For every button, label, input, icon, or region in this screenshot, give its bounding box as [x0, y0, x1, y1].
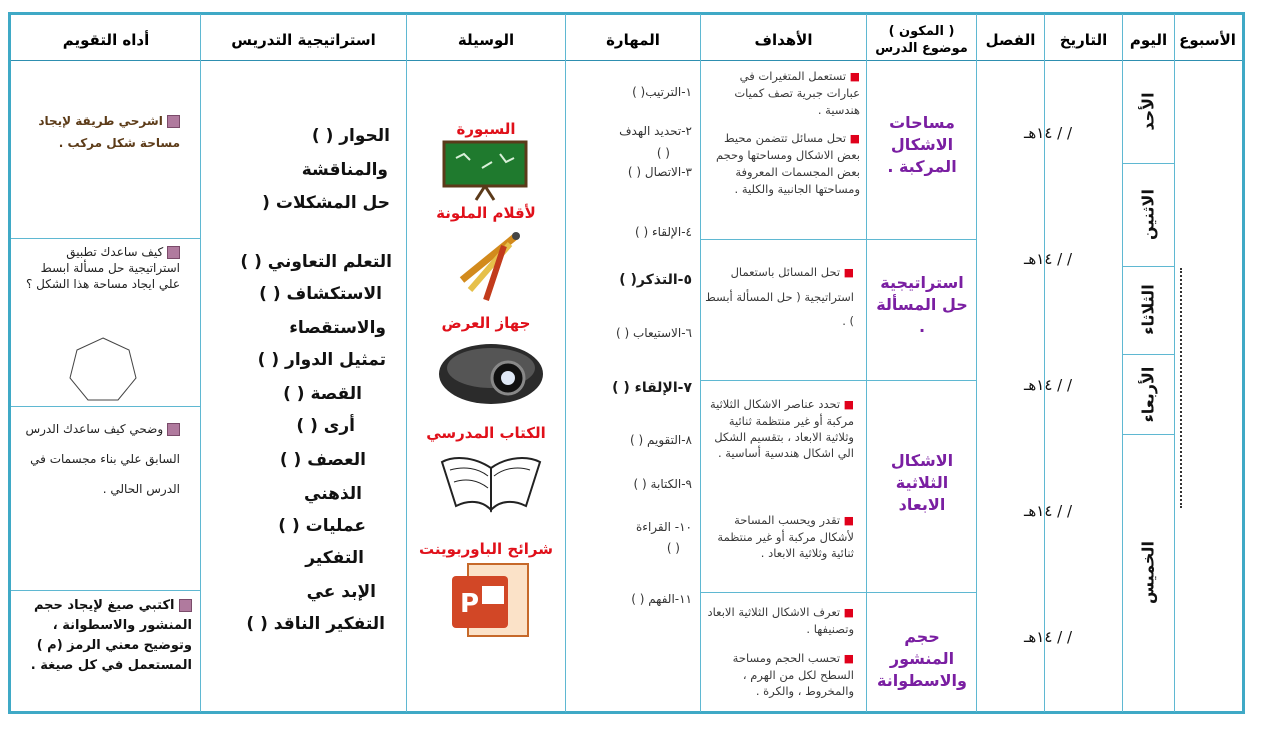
evaluation-4: اكتبي صيغ لإيجاد حجم المنشور والاسطوانة ، وتوضيح معني الرمز (م ) المستعمل في كل صيغة . — [30, 598, 192, 673]
col-divider — [1122, 14, 1123, 712]
col-divider — [565, 14, 566, 712]
header-day: اليوم — [1129, 30, 1168, 49]
strategy-8b: الذهني — [304, 484, 362, 504]
row-divider — [1122, 266, 1174, 267]
col-divider — [1174, 14, 1175, 712]
strategy-5: تمثيل الدوار ( ) — [257, 350, 386, 370]
date-1: / / ١٤هـ — [1023, 124, 1073, 142]
strategy-2: حل المشكلات ( — [262, 193, 390, 213]
media-board-label: السبورة — [456, 120, 516, 138]
skill-1: ١-الترتيب( ) — [632, 85, 692, 99]
col-divider — [406, 14, 407, 712]
row-divider — [700, 380, 976, 381]
day-wednesday: الأربعاء — [1138, 366, 1158, 423]
strategy-7: أرى ( ) — [296, 416, 355, 436]
row-divider — [11, 406, 200, 407]
skill-6: ٦-الاستيعاب ( ) — [616, 326, 692, 340]
topic-1: مساحات الاشكال المركبة . — [887, 113, 957, 176]
bullet-icon — [167, 423, 180, 436]
evaluation-2: كيف ساعدك تطبيق استراتيجية حل مسألة ابسط علي ايجاد مساحة هذا الشكل ؟ — [25, 245, 180, 291]
header-evaluation: أداه التقويم — [62, 30, 150, 49]
header-strategy: استراتيجية التدريس — [231, 30, 376, 49]
svg-text:P: P — [460, 589, 480, 619]
media-projector-label: جهاز العرض — [441, 314, 531, 332]
skill-7: ٧-الإلقاء ( ) — [612, 380, 692, 396]
header-class: الفصل — [985, 30, 1036, 49]
day-monday: الاثنين — [1138, 189, 1158, 240]
day-tuesday: الثلاثاء — [1138, 284, 1158, 335]
row-divider — [11, 590, 200, 591]
date-2: / / ١٤هـ — [1023, 250, 1073, 268]
topic-4: حجم المنشور والاسطوانة — [877, 627, 967, 690]
skill-8: ٨-التقويم ( ) — [630, 433, 692, 447]
lesson-plan-table — [8, 12, 1245, 714]
objective-2: ■ تحل مسائل تتضمن محيط بعض الاشكال ومساحتها وحجم بعض المجسمات المعروفة ومساحتها الجانبية والكلية . — [715, 131, 860, 196]
header-date: التاريخ — [1059, 30, 1108, 49]
skill-10: ١٠- القراءة — [636, 520, 692, 534]
day-thursday: الخميس — [1138, 541, 1158, 604]
textbook-icon — [438, 448, 544, 518]
row-divider — [11, 238, 200, 239]
header-week: الأسبوع — [1179, 30, 1236, 49]
day-sunday: الأحد — [1138, 92, 1158, 131]
col-divider — [976, 14, 977, 712]
objective-5: ■ تقدر ويحسب المساحة لأشكال مركبة أو غير منتظمة ثنائية وثلاثية الابعاد . — [717, 513, 854, 560]
strategy-9: عمليات ( ) — [278, 516, 366, 536]
media-book-label: الكتاب المدرسي — [426, 424, 546, 442]
topic-3: الاشكال الثلاثية الابعاد — [890, 451, 954, 514]
row-divider — [700, 592, 976, 593]
strategy-1: الحوار ( ) — [311, 126, 390, 146]
bullet-icon — [167, 115, 180, 128]
objective-1: ■ تستعمل المتغيرات في عبارات جبرية تصف كميات هندسية . — [734, 69, 860, 117]
colored-pens-icon — [450, 226, 530, 306]
strategy-1b: والمناقشة — [301, 160, 388, 180]
col-divider — [700, 14, 701, 712]
header-skill: المهارة — [606, 30, 660, 49]
header-media: الوسيلة — [457, 30, 515, 49]
skill-3: ٣-الاتصال ( ) — [627, 165, 692, 179]
skill-2b: ( ) — [656, 146, 670, 160]
strategy-4b: والاستقصاء — [289, 318, 386, 338]
skill-4: ٤-الإلقاء ( ) — [635, 225, 692, 239]
media-slides-label: شرائح الباوربوينت — [418, 540, 554, 558]
strategy-10: الإبد عي — [306, 582, 376, 602]
powerpoint-icon — [448, 562, 532, 642]
date-5: / / ١٤هـ — [1023, 628, 1073, 646]
evaluation-1: اشرحي طريقة لإيجاد مساحة شكل مركب . — [38, 114, 180, 150]
skill-10b: ( ) — [666, 541, 680, 555]
media-pens-label: لأقلام الملونة — [436, 204, 536, 222]
chalkboard-icon — [442, 140, 528, 202]
date-3: / / ١٤هـ — [1023, 376, 1073, 394]
skill-11: ١١-الفهم ( ) — [631, 592, 692, 606]
strategy-6: القصة ( ) — [283, 384, 362, 404]
week-value — [1180, 268, 1192, 508]
bullet-icon — [167, 246, 180, 259]
skill-2: ٢-تحديد الهدف — [619, 124, 692, 138]
bullet-icon — [179, 599, 192, 612]
evaluation-3: وضحي كيف ساعدك الدرس السابق علي بناء مجسمات في الدرس الحالي . — [25, 422, 180, 496]
strategy-11: التفكير الناقد ( ) — [246, 614, 385, 634]
skill-5: ٥-التذكر( ) — [619, 272, 692, 288]
objective-6: ■ تعرف الاشكال الثلاثية الابعاد وتصنيفها . — [707, 605, 854, 636]
header-topic: ( المكون ) موضوع الدرس — [875, 24, 968, 56]
objective-7: ■ تحسب الحجم ومساحة السطح لكل من الهرم ، والمخروط ، والكرة . — [732, 651, 854, 698]
skill-9: ٩-الكتابة ( ) — [633, 477, 692, 491]
heptagon-shape — [68, 336, 138, 402]
strategy-3: التعلم التعاوني ( ) — [240, 252, 392, 272]
objective-4: ■ تحدد عناصر الاشكال الثلاثية مركبة أو غير منتظمة ثنائية وثلاثية الابعاد ، بتقسيم الشكل الي اشكال هندسية أساسية . — [709, 397, 854, 460]
topic-2: استراتيجية حل المسألة . — [876, 273, 968, 336]
col-divider — [866, 14, 867, 712]
col-divider — [200, 14, 201, 712]
strategy-9b: التفكير — [305, 548, 364, 568]
date-4: / / ١٤هـ — [1023, 502, 1073, 520]
strategy-4: الاستكشاف ( ) — [259, 284, 382, 304]
header-objectives: الأهداف — [754, 30, 813, 49]
row-divider — [1122, 163, 1174, 164]
projector-icon — [436, 334, 546, 410]
strategy-8: العصف ( ) — [279, 450, 366, 470]
col-divider — [1044, 14, 1045, 712]
objective-3: ■ تحل المسائل باستعمال استراتيجية ( حل المسألة أبسط ) . — [705, 265, 854, 328]
row-divider — [700, 239, 976, 240]
